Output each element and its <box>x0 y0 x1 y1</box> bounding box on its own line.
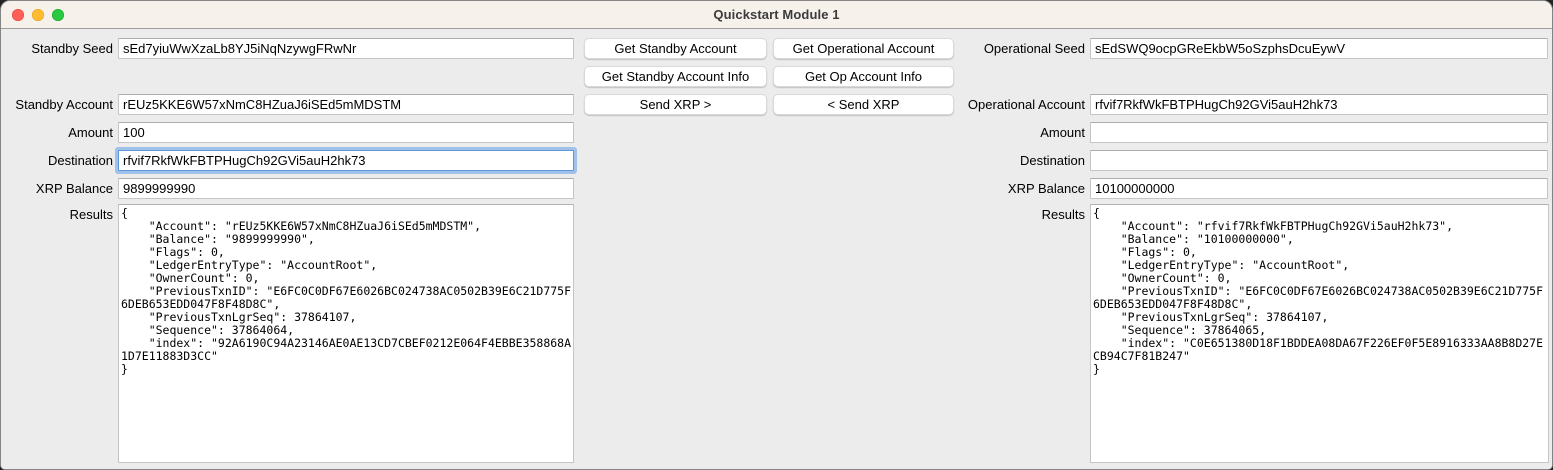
operational-seed-input[interactable] <box>1090 38 1548 59</box>
standby-destination-input[interactable] <box>118 150 574 171</box>
get-op-account-info-button[interactable]: Get Op Account Info <box>773 66 954 87</box>
standby-results-textarea[interactable] <box>118 204 574 463</box>
operational-seed-label: Operational Seed <box>983 41 1085 56</box>
send-xrp-to-standby-button[interactable]: < Send XRP <box>773 94 954 115</box>
standby-account-label: Standby Account <box>15 97 113 112</box>
operational-balance-input[interactable] <box>1090 178 1548 199</box>
standby-amount-input[interactable] <box>118 122 574 143</box>
standby-balance-input[interactable] <box>118 178 574 199</box>
standby-seed-label: Standby Seed <box>31 41 113 56</box>
get-operational-account-button[interactable]: Get Operational Account <box>773 38 954 59</box>
standby-balance-label: XRP Balance <box>35 181 113 196</box>
minimize-button[interactable] <box>32 9 44 21</box>
send-xrp-to-operational-button[interactable]: Send XRP > <box>584 94 767 115</box>
titlebar <box>1 1 1552 29</box>
operational-account-label: Operational Account <box>967 97 1085 112</box>
standby-amount-label: Amount <box>68 125 113 140</box>
get-standby-account-button[interactable]: Get Standby Account <box>584 38 767 59</box>
traffic-lights <box>12 9 64 21</box>
get-standby-account-info-button[interactable]: Get Standby Account Info <box>584 66 767 87</box>
operational-destination-label: Destination <box>1019 153 1085 168</box>
operational-results-label: Results <box>1041 207 1085 222</box>
zoom-button[interactable] <box>52 9 64 21</box>
window-title: Quickstart Module 1 <box>713 7 840 22</box>
operational-destination-input[interactable] <box>1090 150 1548 171</box>
operational-results-textarea[interactable] <box>1090 204 1549 463</box>
main-content <box>1 29 1552 470</box>
operational-balance-label: XRP Balance <box>1007 181 1085 196</box>
operational-account-input[interactable] <box>1090 94 1548 115</box>
close-button[interactable] <box>12 9 24 21</box>
operational-amount-input[interactable] <box>1090 122 1548 143</box>
standby-seed-input[interactable] <box>118 38 574 59</box>
standby-destination-label: Destination <box>47 153 113 168</box>
standby-results-label: Results <box>69 207 113 222</box>
operational-amount-label: Amount <box>1040 125 1085 140</box>
standby-account-input[interactable] <box>118 94 574 115</box>
